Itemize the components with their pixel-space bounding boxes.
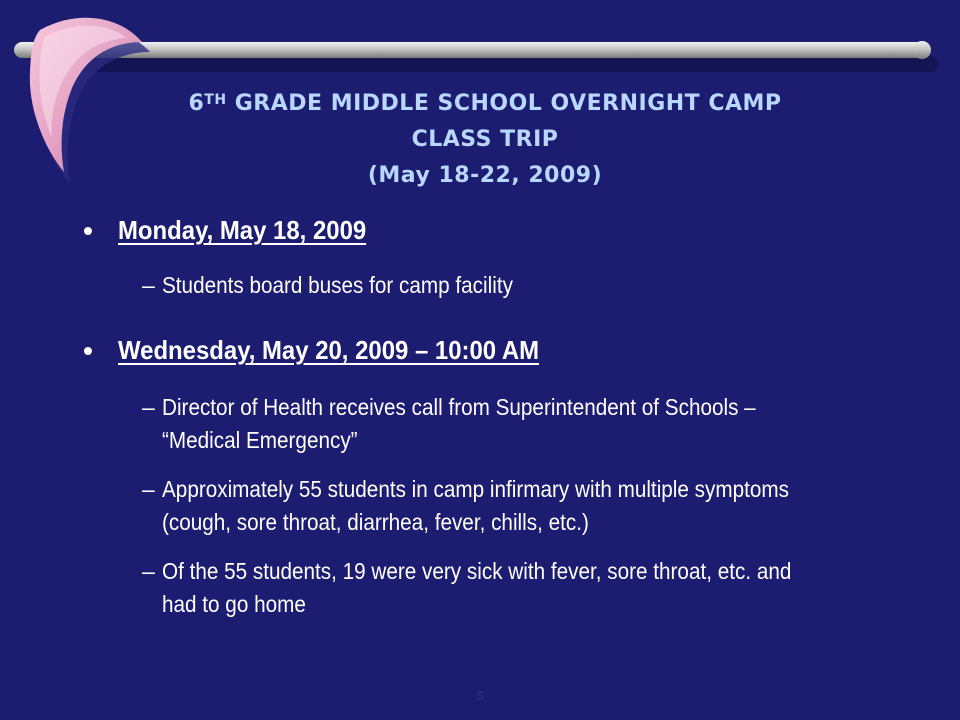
header-bar <box>14 42 930 58</box>
title-line-1-text: GRADE MIDDLE SCHOOL OVERNIGHT CAMP <box>226 91 782 116</box>
bullet-dot-icon <box>84 227 92 235</box>
sub-bullet-item <box>80 473 880 539</box>
bullet-heading: Wednesday, May 20, 2009 – 10:00 AM <box>118 335 540 365</box>
dash-icon: – <box>142 558 155 584</box>
title-line-3: (May 18-22, 2009) <box>367 163 603 188</box>
title-line-2: CLASS TRIP <box>411 127 559 152</box>
sub-bullet-item <box>80 391 880 457</box>
dash-icon: – <box>142 272 155 298</box>
bullet-dot-icon <box>84 347 92 355</box>
sub-bullet-item <box>80 269 880 313</box>
title-line-1 <box>90 86 880 122</box>
slide-content <box>80 215 880 621</box>
sub-bullet-text: Of the 55 students, 19 were very sick with fever, sore throat, etc. and had to go home <box>162 558 792 617</box>
sub-bullet-text: Director of Health receives call from Superintendent of Schools – “Medical Emergency” <box>162 394 756 453</box>
header-bar-shadow <box>30 56 938 72</box>
sub-bullet-text: Students board buses for camp facility <box>162 272 513 298</box>
slide-title <box>90 86 880 194</box>
sub-bullet-text: Approximately 55 students in camp infirmary with multiple symptoms (cough, sore throat, diarrhea, fever, chills, etc.) <box>162 476 789 535</box>
header-bar-end-cap <box>913 41 931 59</box>
dash-icon: – <box>142 476 155 502</box>
page-number: 5 <box>476 688 484 703</box>
bullet-item <box>80 335 880 381</box>
bullet-item <box>80 215 880 261</box>
dash-icon: – <box>142 394 155 420</box>
title-superscript: TH <box>204 92 227 108</box>
sub-bullet-item <box>80 555 880 621</box>
title-number: 6 <box>188 91 205 116</box>
bullet-heading: Monday, May 18, 2009 <box>118 215 367 245</box>
